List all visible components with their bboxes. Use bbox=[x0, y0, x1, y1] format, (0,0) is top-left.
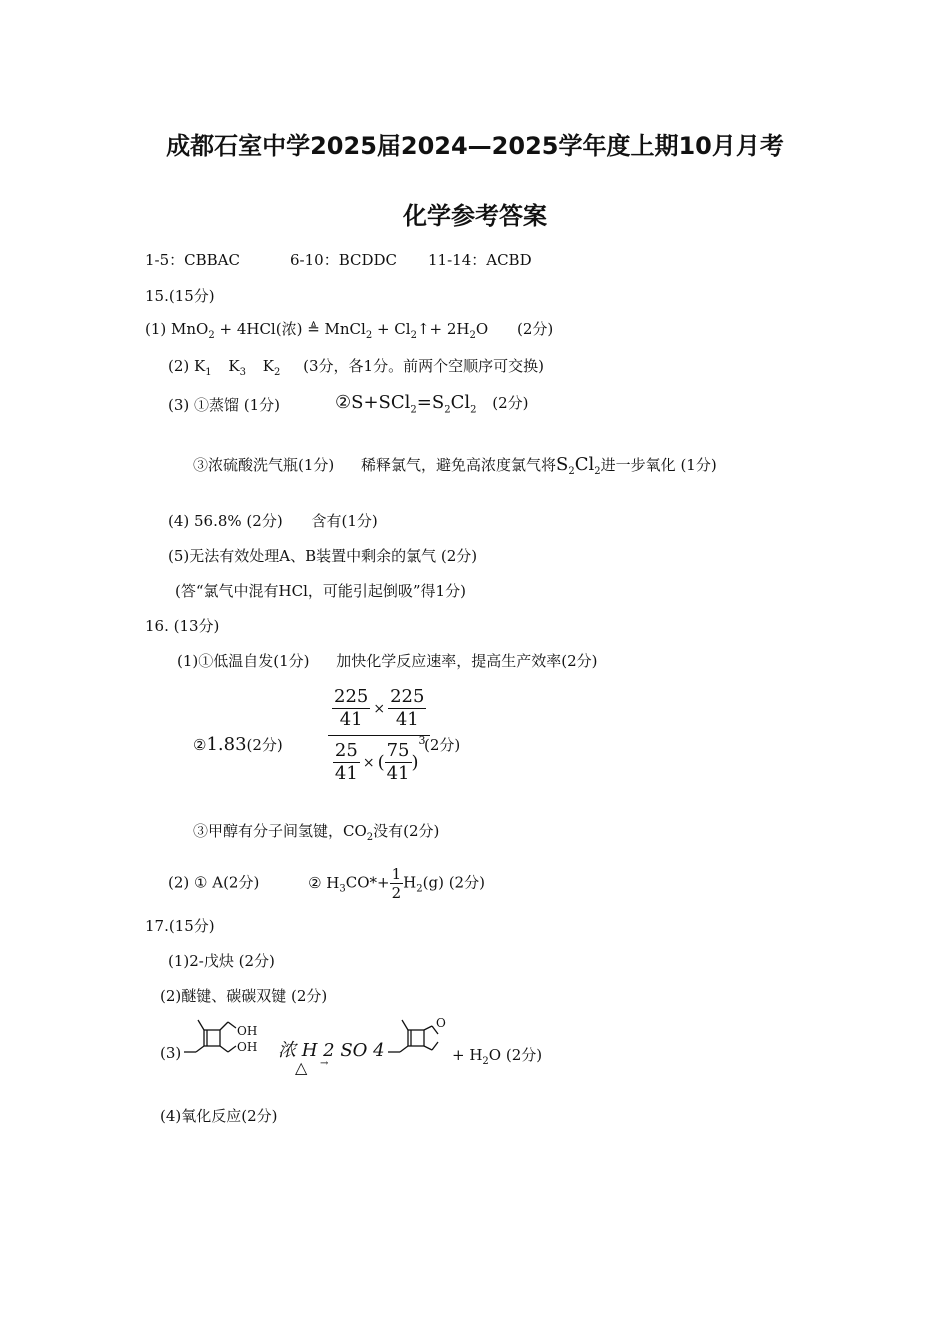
q15-part5-note: (答“氯气中混有HCl，可能引起倒吸”得1分) bbox=[175, 582, 466, 600]
q17-part1: (1)2-戊炔 (2分) bbox=[168, 952, 275, 970]
hydroxyl-label-1: OH bbox=[237, 1024, 258, 1038]
q17-part3-label: (3) bbox=[160, 1044, 182, 1062]
page-title: 成都石室中学2025届2024—2025学年度上期10月月考 bbox=[166, 132, 784, 160]
half-fraction: $\frac{1}{2}$ bbox=[391, 865, 402, 902]
mc-answers-6-10: 6-10：BCDDC bbox=[290, 251, 398, 269]
q16-part2: (2) ① A(2分) ② $H_3CO*+$ $\frac{1}{2}$ $H_2(g)$ (2分) bbox=[168, 865, 485, 902]
hydroxyl-label-2: OH bbox=[237, 1040, 258, 1054]
q16-heading: 16. (13分) bbox=[145, 617, 220, 635]
q15-part4: (4) 56.8% (2分) 含有(1分) bbox=[168, 512, 378, 530]
q15-part3-distill: (3) ①蒸馏 (1分) bbox=[168, 396, 281, 414]
q17-heading: 17.(15分) bbox=[145, 917, 215, 935]
q15-part2: (2) $K_1$ $K_3$ $K_2$ (3分，各1分。前两个空顺序可交换) bbox=[168, 357, 544, 378]
reaction-condition: 浓 H 2 SO 4 bbox=[278, 1040, 385, 1061]
ether-oxygen-label: O bbox=[436, 1016, 446, 1030]
kp-fraction-2: $\frac{225}{41}$ bbox=[390, 686, 425, 730]
q16-part1-b-score: (2分) bbox=[424, 736, 461, 754]
q15-part3-equation: $②S+SCl_2=S_2Cl_2$ (2分) bbox=[335, 392, 529, 416]
q15-heading: 15.(15分) bbox=[145, 287, 215, 305]
q15-part3-washbottle: ③浓硫酸洗气瓶(1分) 稀释氯气，避免高浓度氯气将$S_2Cl_2$进一步氧化 (1分) bbox=[193, 454, 717, 477]
q17-part4: (4)氧化反应(2分) bbox=[160, 1107, 278, 1125]
page-subtitle: 化学参考答案 bbox=[403, 202, 547, 230]
q15-part1: (1) MnO$_2$ + 4HCl(浓) ≜ MnCl$_2$ + $Cl_2↑+ 2H_2O$ (2分) bbox=[145, 320, 554, 341]
q17-part2: (2)醚键、碳碳双键 (2分) bbox=[160, 987, 328, 1005]
kp-fraction-3: $\frac{25}{41}$ bbox=[334, 740, 358, 784]
q17-part3-tail: + $H_2O$ (2分) bbox=[452, 1046, 543, 1067]
kp-expression: $\frac{225}{41}$ × $\frac{225}{41}$ $\frac{25}{41}$ × ( $\frac{75}{41}$ ) $^3$ bbox=[328, 686, 430, 785]
reaction-arrow: → bbox=[320, 1058, 329, 1069]
mc-answers-11-14: 11-14：ACBD bbox=[428, 251, 532, 269]
kp-fraction-4: $\frac{75}{41}$ bbox=[386, 740, 410, 784]
q16-part1-b-value: ②1.83(2分) bbox=[193, 734, 283, 755]
q16-part1-a: (1)①低温自发(1分) 加快化学反应速率，提高生产效率(2分) bbox=[177, 652, 598, 670]
q15-part5: (5)无法有效处理A、B装置中剩余的氯气 (2分) bbox=[168, 547, 478, 565]
mc-answers-1-5: 1-5：CBBAC bbox=[145, 251, 240, 269]
q16-part1-c: ③甲醇有分子间氢键，$CO_2$没有(2分) bbox=[193, 822, 440, 843]
kp-fraction-1: $\frac{225}{41}$ bbox=[334, 686, 369, 730]
heat-symbol: △ bbox=[295, 1058, 308, 1077]
